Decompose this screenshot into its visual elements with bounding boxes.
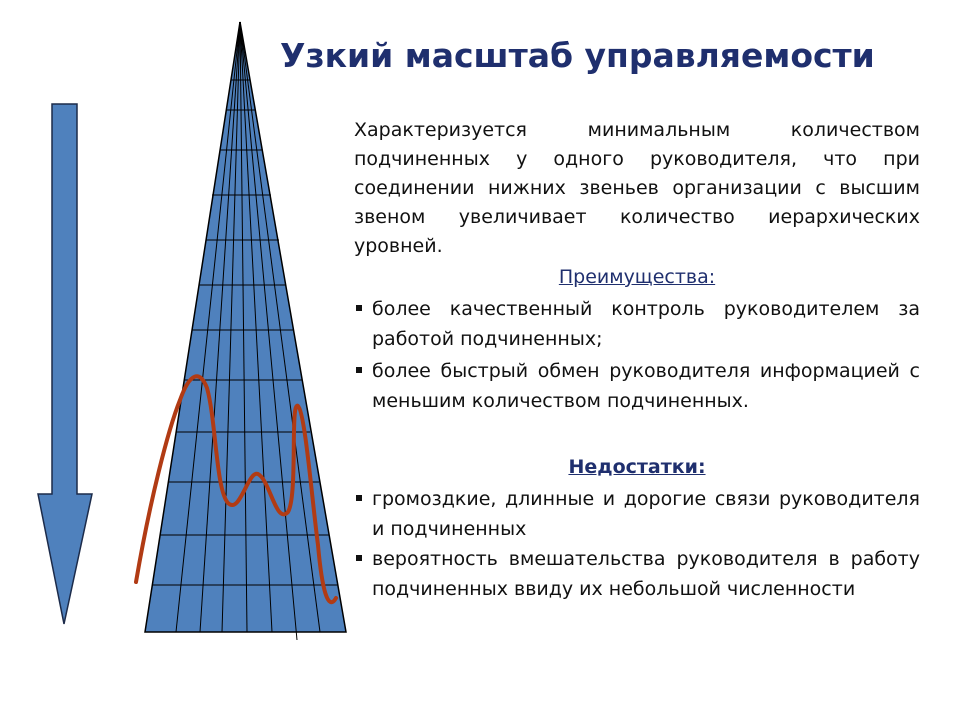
intro-paragraph: Характеризуется минимальным количеством подчиненных у одного руководителя, что при соединении нижних звеньев организации с высшим звеном увеличивает количество иерархических уровней.	[354, 119, 920, 257]
narrow-pyramid	[145, 22, 346, 640]
advantages-heading: Преимущества:	[558, 266, 716, 288]
list-item: вероятность вмешательства руководителя в работу подчиненных ввиду их небольшой численности	[354, 544, 920, 604]
list-item: более быстрый обмен руководителя информацией с меньшим количеством подчиненных.	[354, 356, 920, 416]
slide-title: Узкий масштаб управляемости	[280, 36, 875, 75]
advantages-list	[354, 294, 920, 416]
disadvantages-list	[354, 484, 920, 604]
disadvantages-heading: Недостатки:	[568, 456, 706, 478]
list-item: более качественный контроль руководителем за работой подчиненных;	[354, 294, 920, 354]
list-item: громоздкие, длинные и дорогие связи руководителя и подчиненных	[354, 484, 920, 544]
down-arrow-icon	[38, 104, 92, 624]
